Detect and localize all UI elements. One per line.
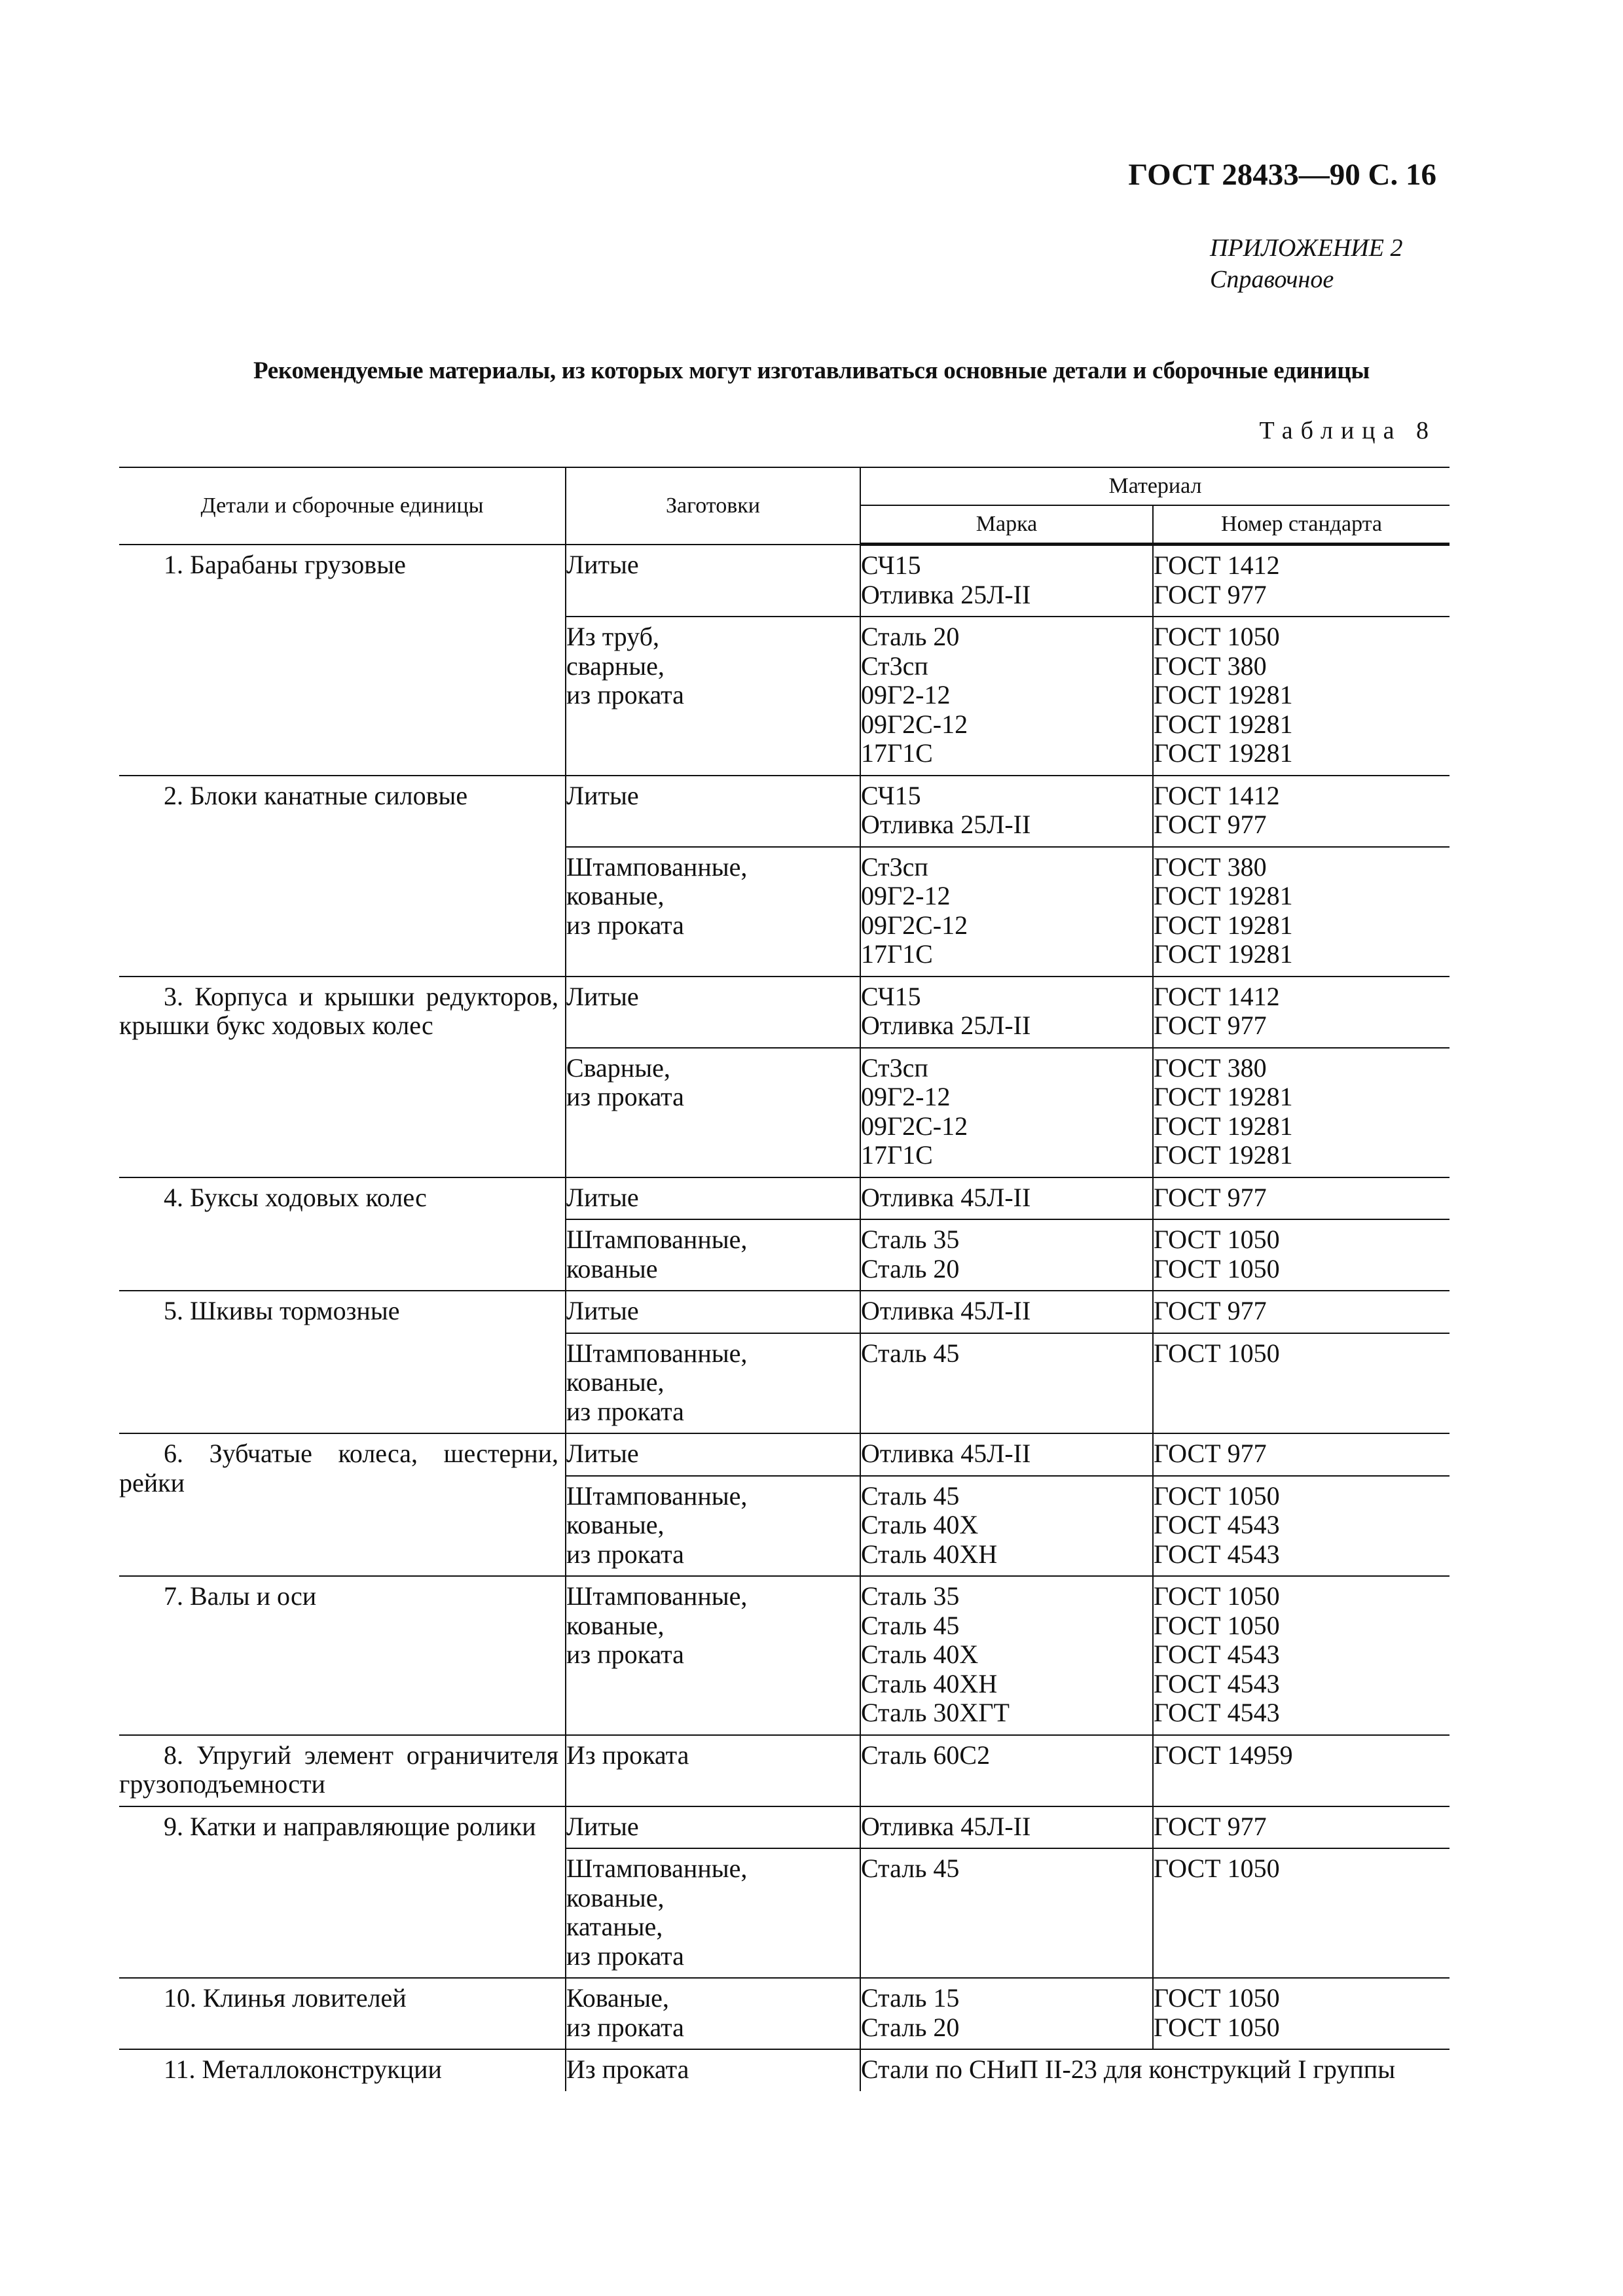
- standard-cell: ГОСТ 1412 ГОСТ 977: [1153, 977, 1450, 1048]
- standard-cell: ГОСТ 1050 ГОСТ 1050: [1153, 1978, 1450, 2049]
- grade-cell: Отливка 45Л-II: [860, 1177, 1153, 1220]
- table-body: [119, 545, 1450, 2091]
- material-note: Стали по СНиП II-23 для конструкций I группы: [861, 2054, 1396, 2084]
- blank-cell: Штампованные, кованые, из проката: [566, 1333, 860, 1434]
- grade-cell: Сталь 15 Сталь 20: [860, 1978, 1153, 2049]
- table-row: [119, 545, 1450, 617]
- blank-cell: Штампованные, кованые, из проката: [566, 1576, 860, 1735]
- table-row: [119, 1291, 1450, 1333]
- part-name: 2. Блоки канатные силовые: [164, 780, 468, 810]
- header-parts: Детали и сборочные единицы: [119, 467, 566, 545]
- standard-cell: ГОСТ 1412 ГОСТ 977: [1153, 776, 1450, 847]
- table-row: [119, 1177, 1450, 1220]
- blank-cell: Литые: [566, 545, 860, 617]
- part-cell: [119, 1978, 566, 2049]
- standard-cell: ГОСТ 977: [1153, 1806, 1450, 1849]
- part-name: 8. Упругий элемент ограничителя грузоподъемности: [119, 1740, 558, 1799]
- part-name: 7. Валы и оси: [164, 1581, 317, 1611]
- blank-cell: Литые: [566, 776, 860, 847]
- part-name: 6. Зубчатые колеса, шестерни, рейки: [119, 1439, 558, 1498]
- grade-cell: Сталь 20 Ст3сп 09Г2-12 09Г2С-12 17Г1С: [860, 617, 1153, 776]
- blank-cell: Литые: [566, 1433, 860, 1476]
- part-cell: [119, 977, 566, 1177]
- blank-cell: Литые: [566, 1806, 860, 1849]
- blank-cell: Штампованные, кованые, из проката: [566, 847, 860, 977]
- grade-cell: Отливка 45Л-II: [860, 1433, 1153, 1476]
- part-cell: [119, 1806, 566, 1979]
- header-standard: Номер стандарта: [1153, 505, 1450, 545]
- standard-cell: ГОСТ 1050 ГОСТ 1050 ГОСТ 4543 ГОСТ 4543 ГОСТ 4543: [1153, 1576, 1450, 1735]
- blank-cell: Кованые, из проката: [566, 1978, 860, 2049]
- header-grade: Марка: [860, 505, 1153, 545]
- grade-cell: Отливка 45Л-II: [860, 1291, 1153, 1333]
- blank-cell: Литые: [566, 1177, 860, 1220]
- standard-cell: ГОСТ 380 ГОСТ 19281 ГОСТ 19281 ГОСТ 19281: [1153, 847, 1450, 977]
- part-name: 5. Шкивы тормозные: [164, 1296, 400, 1325]
- blank-cell: Литые: [566, 1291, 860, 1333]
- standard-cell: ГОСТ 1412 ГОСТ 977: [1153, 545, 1450, 617]
- part-cell: [119, 1735, 566, 1806]
- standard-cell: ГОСТ 380 ГОСТ 19281 ГОСТ 19281 ГОСТ 19281: [1153, 1048, 1450, 1177]
- grade-cell: Сталь 45: [860, 1848, 1153, 1978]
- appendix-kind: Справочное: [1210, 266, 1334, 293]
- table-label: Таблица 8: [1259, 417, 1436, 444]
- standard-cell: ГОСТ 1050 ГОСТ 380 ГОСТ 19281 ГОСТ 19281 ГОСТ 19281: [1153, 617, 1450, 776]
- part-cell: [119, 776, 566, 977]
- part-cell: [119, 2049, 566, 2091]
- part-name: 3. Корпуса и крышки редукторов, крышки букс ходовых колес: [119, 981, 558, 1040]
- part-cell: [119, 1576, 566, 1735]
- standard-cell: ГОСТ 14959: [1153, 1735, 1450, 1806]
- part-name: 10. Клинья ловителей: [164, 1983, 407, 2013]
- grade-cell: СЧ15 Отливка 25Л-II: [860, 977, 1153, 1048]
- table-row: [119, 1735, 1450, 1806]
- appendix-block: [1210, 232, 1402, 295]
- blank-cell: Из проката: [566, 1735, 860, 1806]
- table-row: [119, 1576, 1450, 1735]
- table-row: [119, 1978, 1450, 2049]
- header-material: Материал: [860, 467, 1450, 505]
- part-name: 11. Металлоконструкции: [164, 2054, 442, 2084]
- grade-cell: Сталь 45 Сталь 40Х Сталь 40ХН: [860, 1476, 1153, 1577]
- table-row: [119, 1433, 1450, 1476]
- table-row: [119, 2049, 1450, 2091]
- part-cell: [119, 1433, 566, 1576]
- blank-cell: Из труб, сварные, из проката: [566, 617, 860, 776]
- part-name: 1. Барабаны грузовые: [164, 549, 406, 579]
- standard-cell: ГОСТ 1050 ГОСТ 1050: [1153, 1219, 1450, 1291]
- standard-cell: ГОСТ 977: [1153, 1177, 1450, 1220]
- blank-cell: Штампованные, кованые, катаные, из проката: [566, 1848, 860, 1978]
- header-blanks: Заготовки: [566, 467, 860, 545]
- part-cell: [119, 1291, 566, 1433]
- standard-cell: ГОСТ 1050: [1153, 1333, 1450, 1434]
- grade-cell: Ст3сп 09Г2-12 09Г2С-12 17Г1С: [860, 847, 1153, 977]
- blank-cell: Сварные, из проката: [566, 1048, 860, 1177]
- materials-table: [119, 467, 1450, 2091]
- grade-cell: Сталь 35 Сталь 45 Сталь 40Х Сталь 40ХН Сталь 30ХГТ: [860, 1576, 1153, 1735]
- standard-cell: ГОСТ 1050: [1153, 1848, 1450, 1978]
- part-cell: [119, 1177, 566, 1291]
- standard-cell: ГОСТ 977: [1153, 1291, 1450, 1333]
- page-header: ГОСТ 28433—90 С. 16: [1128, 158, 1436, 192]
- standard-cell: ГОСТ 1050 ГОСТ 4543 ГОСТ 4543: [1153, 1476, 1450, 1577]
- blank-cell: Штампованные, кованые: [566, 1219, 860, 1291]
- table-row: [119, 977, 1450, 1048]
- blank-cell: Литые: [566, 977, 860, 1048]
- grade-cell: СЧ15 Отливка 25Л-II: [860, 545, 1153, 617]
- part-cell: [119, 545, 566, 776]
- grade-cell: Отливка 45Л-II: [860, 1806, 1153, 1849]
- blank-cell: Из проката: [566, 2049, 860, 2091]
- part-name: 9. Катки и направляющие ролики: [164, 1811, 536, 1841]
- part-name: 4. Буксы ходовых колес: [164, 1182, 427, 1212]
- grade-cell: Сталь 35 Сталь 20: [860, 1219, 1153, 1291]
- grade-cell: Ст3сп 09Г2-12 09Г2С-12 17Г1С: [860, 1048, 1153, 1177]
- grade-cell: СЧ15 Отливка 25Л-II: [860, 776, 1153, 847]
- material-note-cell: [860, 2049, 1450, 2091]
- grade-cell: Сталь 60С2: [860, 1735, 1153, 1806]
- table-row: [119, 1806, 1450, 1849]
- table-row: [119, 776, 1450, 847]
- appendix-label: ПРИЛОЖЕНИЕ 2: [1210, 234, 1403, 262]
- grade-cell: Сталь 45: [860, 1333, 1153, 1434]
- document-title: Рекомендуемые материалы, из которых могут изготавливаться основные детали и сборочные единицы: [253, 357, 1370, 384]
- blank-cell: Штампованные, кованые, из проката: [566, 1476, 860, 1577]
- standard-cell: ГОСТ 977: [1153, 1433, 1450, 1476]
